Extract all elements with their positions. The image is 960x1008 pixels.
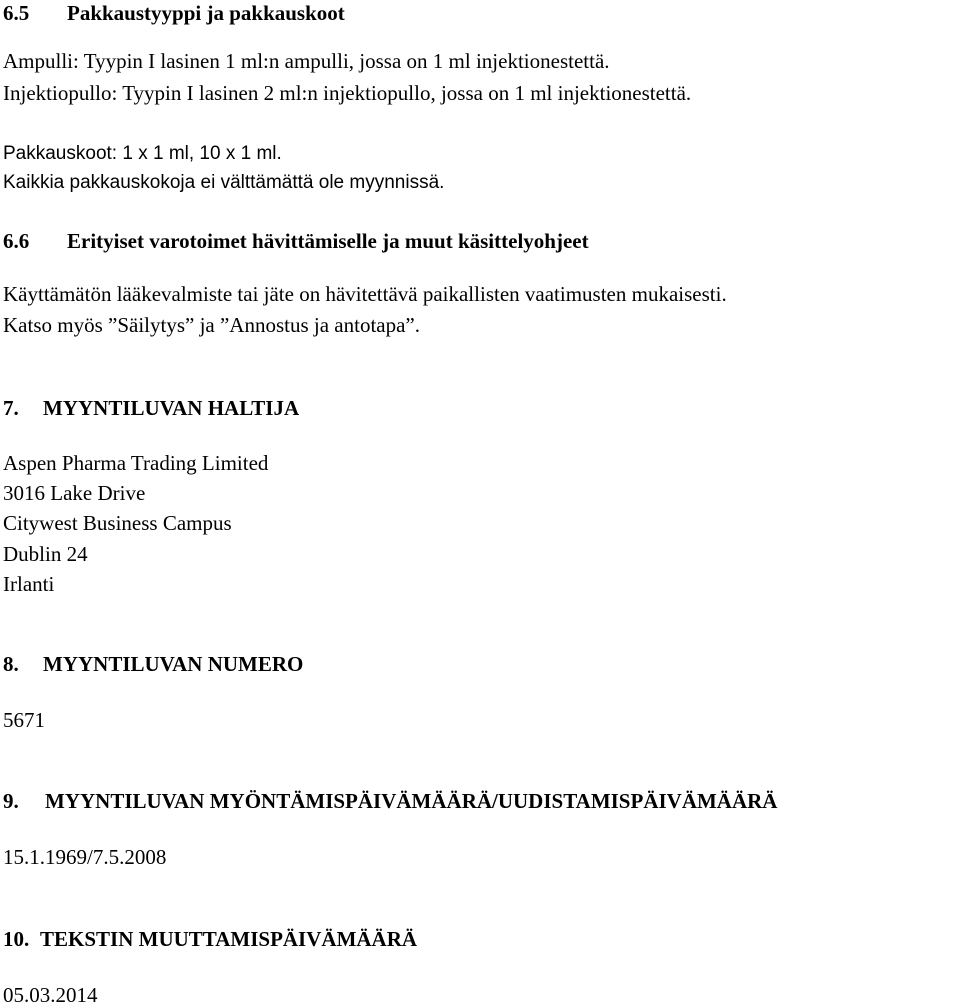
- authorization-number: 5671: [3, 708, 45, 732]
- heading-title: MYYNTILUVAN NUMERO: [43, 652, 304, 676]
- heading-6-5: [3, 0, 345, 26]
- address-line: Citywest Business Campus: [3, 511, 232, 535]
- authorization-dates: 15.1.1969/7.5.2008: [3, 845, 167, 869]
- paragraph-line: Ampulli: Tyypin I lasinen 1 ml:n ampulli, jossa on 1 ml injektionestettä.: [3, 49, 610, 73]
- heading-7: [3, 395, 299, 421]
- heading-number: 8.: [3, 652, 19, 676]
- pack-sizes-text: Pakkauskoot: 1 x 1 ml, 10 x 1 ml.: [3, 143, 282, 164]
- heading-6-6: [3, 228, 589, 254]
- revision-date: 05.03.2014: [3, 983, 98, 1007]
- heading-number: 6.5: [3, 1, 30, 25]
- heading-8: [3, 651, 303, 677]
- heading-title: MYYNTILUVAN MYÖNTÄMISPÄIVÄMÄÄRÄ/UUDISTAMISPÄIVÄMÄÄRÄ: [45, 789, 778, 813]
- heading-number: 10.: [3, 927, 30, 951]
- address-line: Aspen Pharma Trading Limited: [3, 451, 269, 475]
- pack-note-text: Kaikkia pakkauskokoja ei välttämättä ole myynnissä.: [3, 172, 445, 193]
- heading-title: MYYNTILUVAN HALTIJA: [43, 396, 300, 420]
- heading-title: TEKSTIN MUUTTAMISPÄIVÄMÄÄRÄ: [40, 927, 418, 951]
- address-line: Dublin 24: [3, 542, 88, 566]
- address-line: Irlanti: [3, 572, 55, 596]
- heading-number: 9.: [3, 789, 19, 813]
- heading-9: [3, 788, 777, 814]
- heading-10: [3, 926, 417, 952]
- paragraph-line: Injektiopullo: Tyypin I lasinen 2 ml:n injektiopullo, jossa on 1 ml injektionestettä.: [3, 81, 692, 105]
- heading-title: Pakkaustyyppi ja pakkauskoot: [67, 1, 345, 25]
- address-line: 3016 Lake Drive: [3, 481, 146, 505]
- heading-number: 6.6: [3, 229, 30, 253]
- heading-number: 7.: [3, 396, 19, 420]
- paragraph-line: Katso myös ”Säilytys” ja ”Annostus ja antotapa”.: [3, 313, 420, 337]
- heading-title: Erityiset varotoimet hävittämiselle ja muut käsittelyohjeet: [67, 229, 589, 253]
- paragraph-line: Käyttämätön lääkevalmiste tai jäte on hävitettävä paikallisten vaatimusten mukaisesti.: [3, 282, 727, 306]
